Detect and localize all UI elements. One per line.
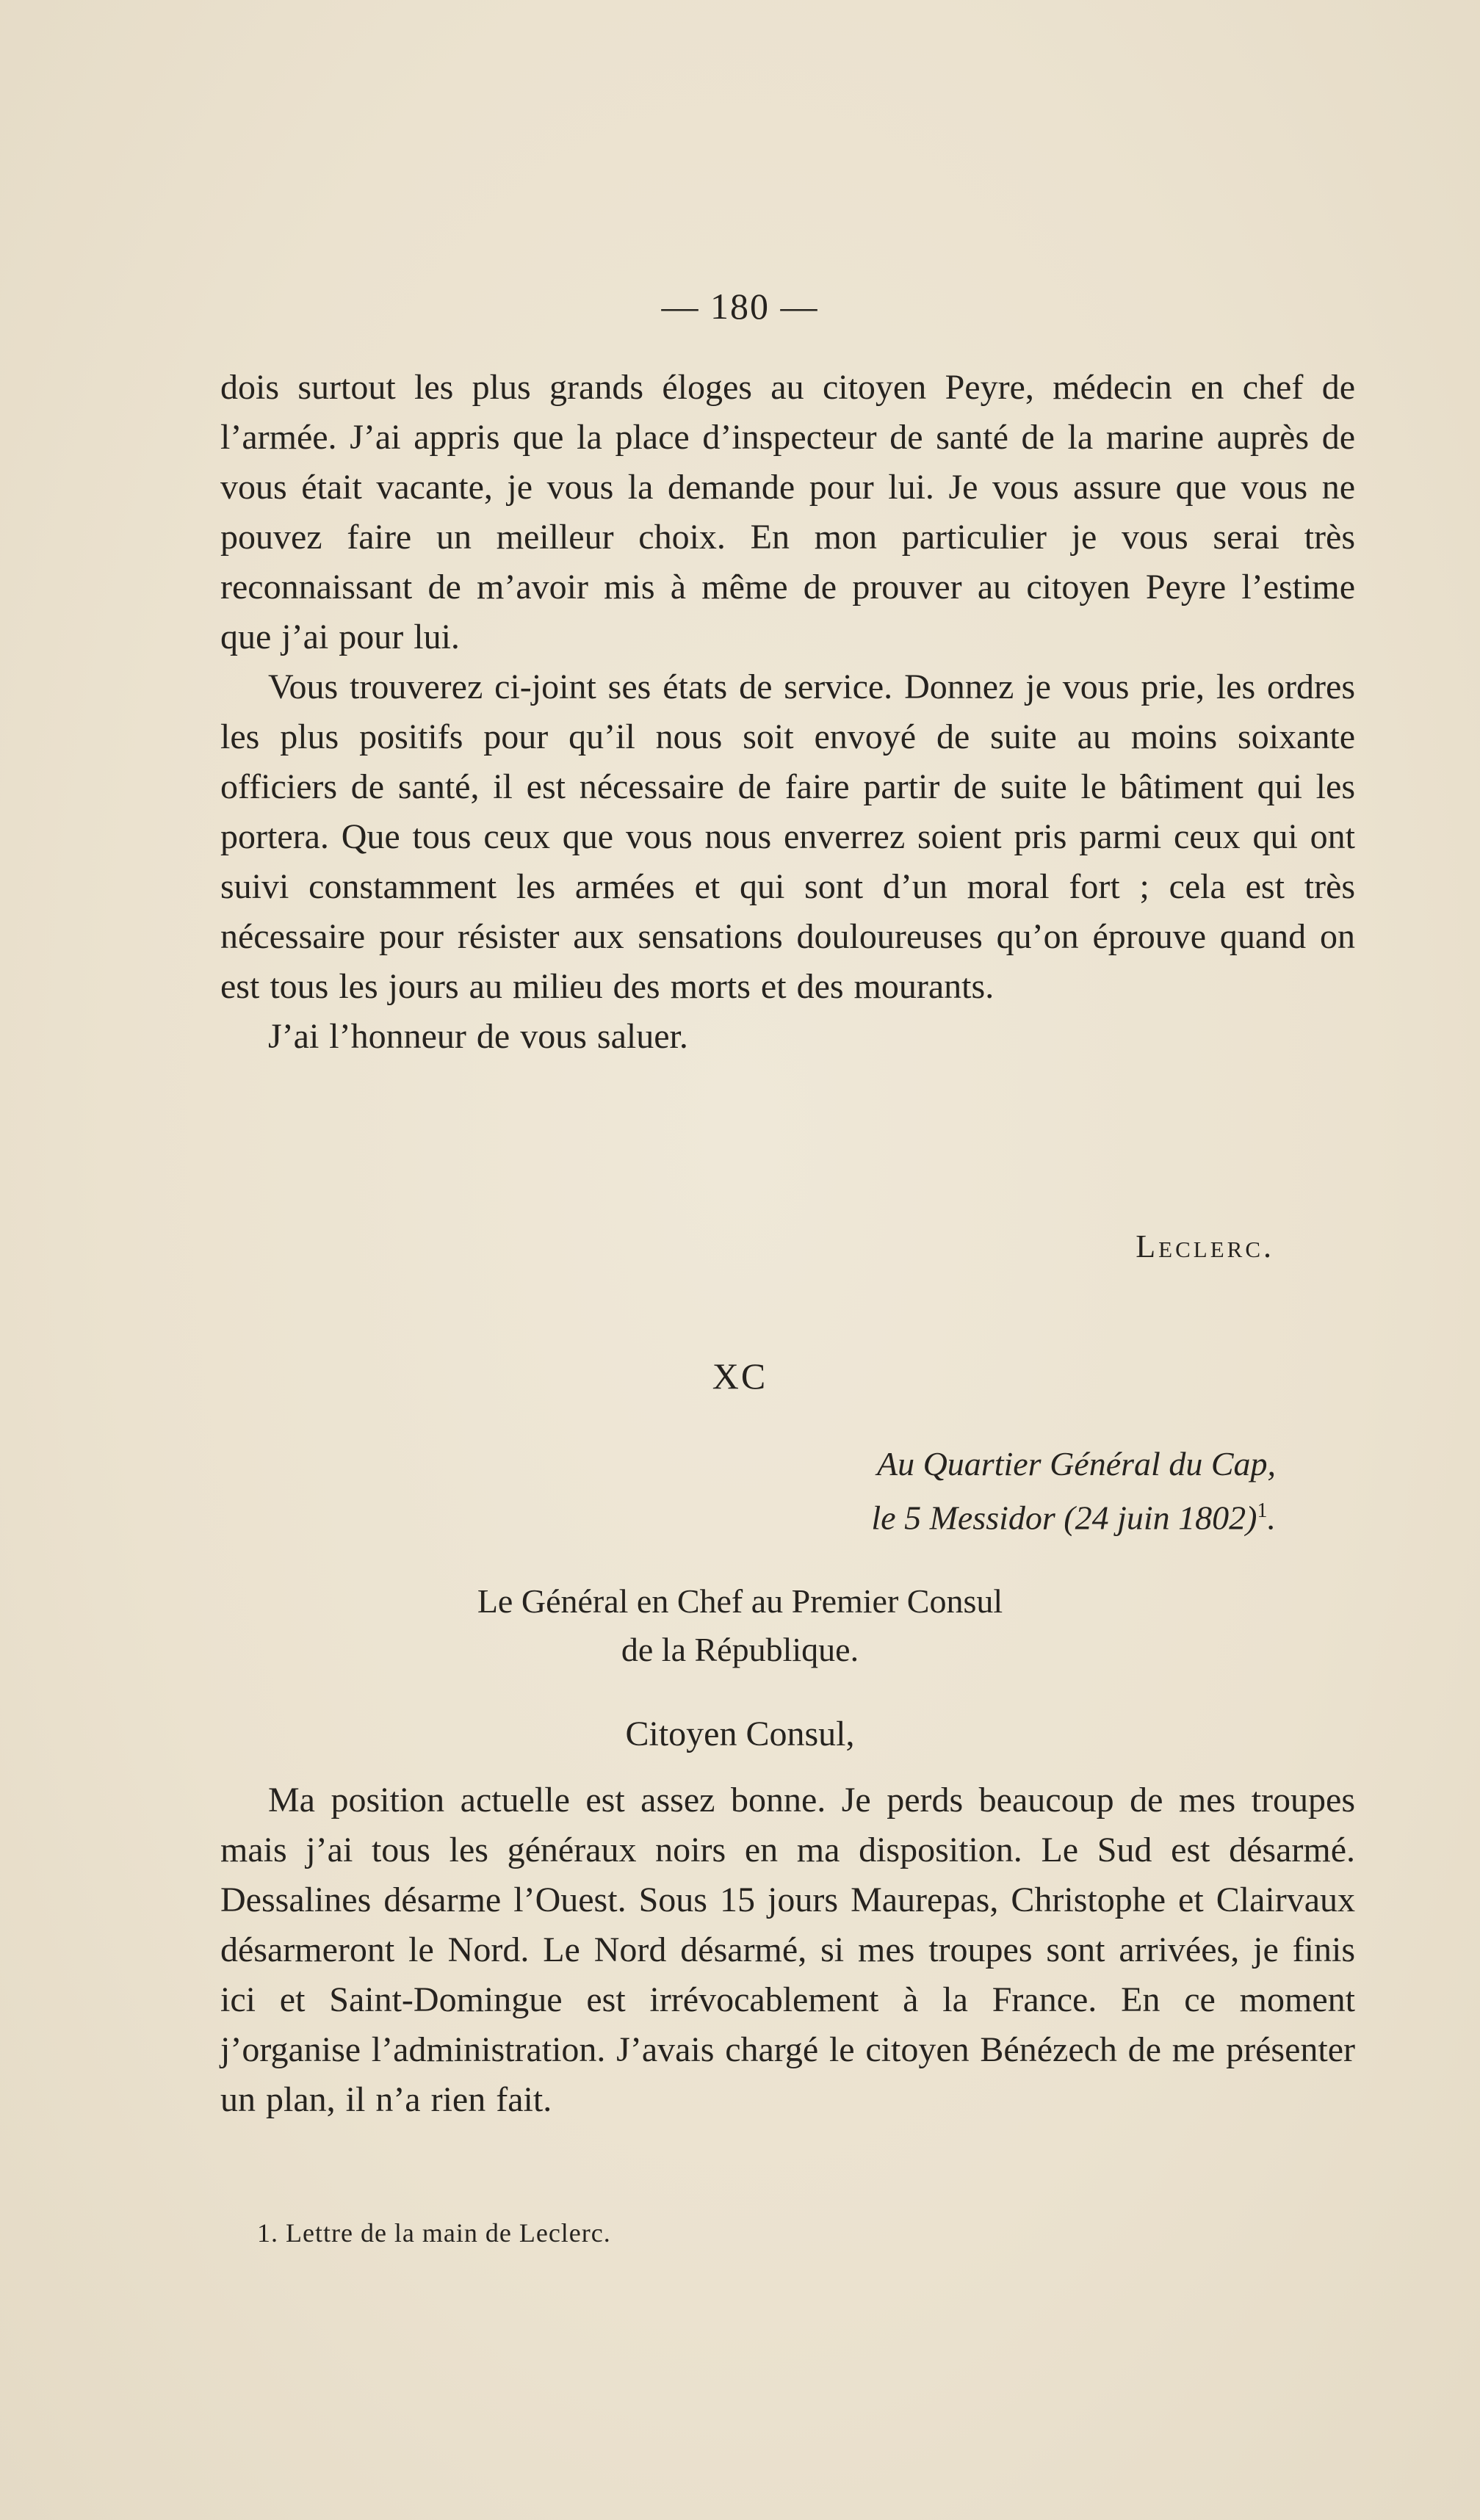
letter-1-paragraph-1: dois surtout les plus grands éloges au citoyen Peyre, médecin en chef de l’armée. J’ai appris que la place d’inspecteur de santé de la marine auprès de vous était vacante, je vous la demande pour lui. Je vous assure que vous ne pouvez faire un meilleur choix. En mon particulier je vous serai très reconnaissant de m’avoir mis à même de prouver au citoyen Peyre l’estime que j’ai pour lui. <box>220 368 1355 656</box>
dateline-date <box>871 1488 1276 1541</box>
letter-2-paragraph-1: Ma position actuelle est assez bonne. Je perds beaucoup de mes troupes mais j’ai tous les généraux noirs en ma disposition. Le Sud est désarmé. Dessalines désarme l’Ouest. Sous 15 jours Maurepas, Christophe et Clairvaux désarmeront le Nord. Le Nord désarmé, si mes troupes sont arrivées, je finis ici et Saint-Domingue est irrévocablement à la France. En ce moment j’organise l’administration. J’avais chargé le citoyen Bénézech de me présenter un plan, il n’a rien fait. <box>220 1781 1355 2119</box>
footnote-reference: 1 <box>1257 1499 1268 1522</box>
letter-1-paragraph-2: Vous trouverez ci-joint ses états de service. Donnez je vous prie, les ordres les plus positifs pour qu’il nous soit envoyé de suite au moins soixante officiers de santé, il est nécessaire de faire partir de suite le bâtiment qui les portera. Que tous ceux que vous nous enverrez soient pris parmi ceux qui ont suivi constamment les armées et qui sont d’un moral fort ; cela est très nécessaire pour résister aux sensations douloureuses qu’on éprouve quand on est tous les jours au milieu des morts et des mourants. <box>220 667 1355 1006</box>
dateline-place: Au Quartier Général du Cap, <box>876 1445 1276 1482</box>
letter-2-heading <box>0 1577 1480 1674</box>
letter-1-body <box>220 363 1355 1062</box>
page-number: — 180 — <box>661 286 819 327</box>
dateline-period: . <box>1267 1499 1276 1537</box>
letter-2-numeral: XC <box>712 1355 768 1397</box>
letter-2-dateline <box>871 1441 1276 1541</box>
footnote: 1. Lettre de la main de Leclerc. <box>257 2218 611 2248</box>
heading-line-2: de la République. <box>621 1631 859 1668</box>
letter-1-closing: J’ai l’honneur de vous saluer. <box>268 1017 688 1056</box>
letter-2-salutation: Citoyen Consul, <box>625 1715 855 1753</box>
letter-2-body <box>220 1775 1355 2125</box>
heading-line-1: Le Général en Chef au Premier Consul <box>477 1582 1003 1620</box>
letter-1-signature: Leclerc. <box>1136 1228 1274 1264</box>
dateline-date-text: le 5 Messidor (24 juin 1802) <box>871 1499 1257 1537</box>
